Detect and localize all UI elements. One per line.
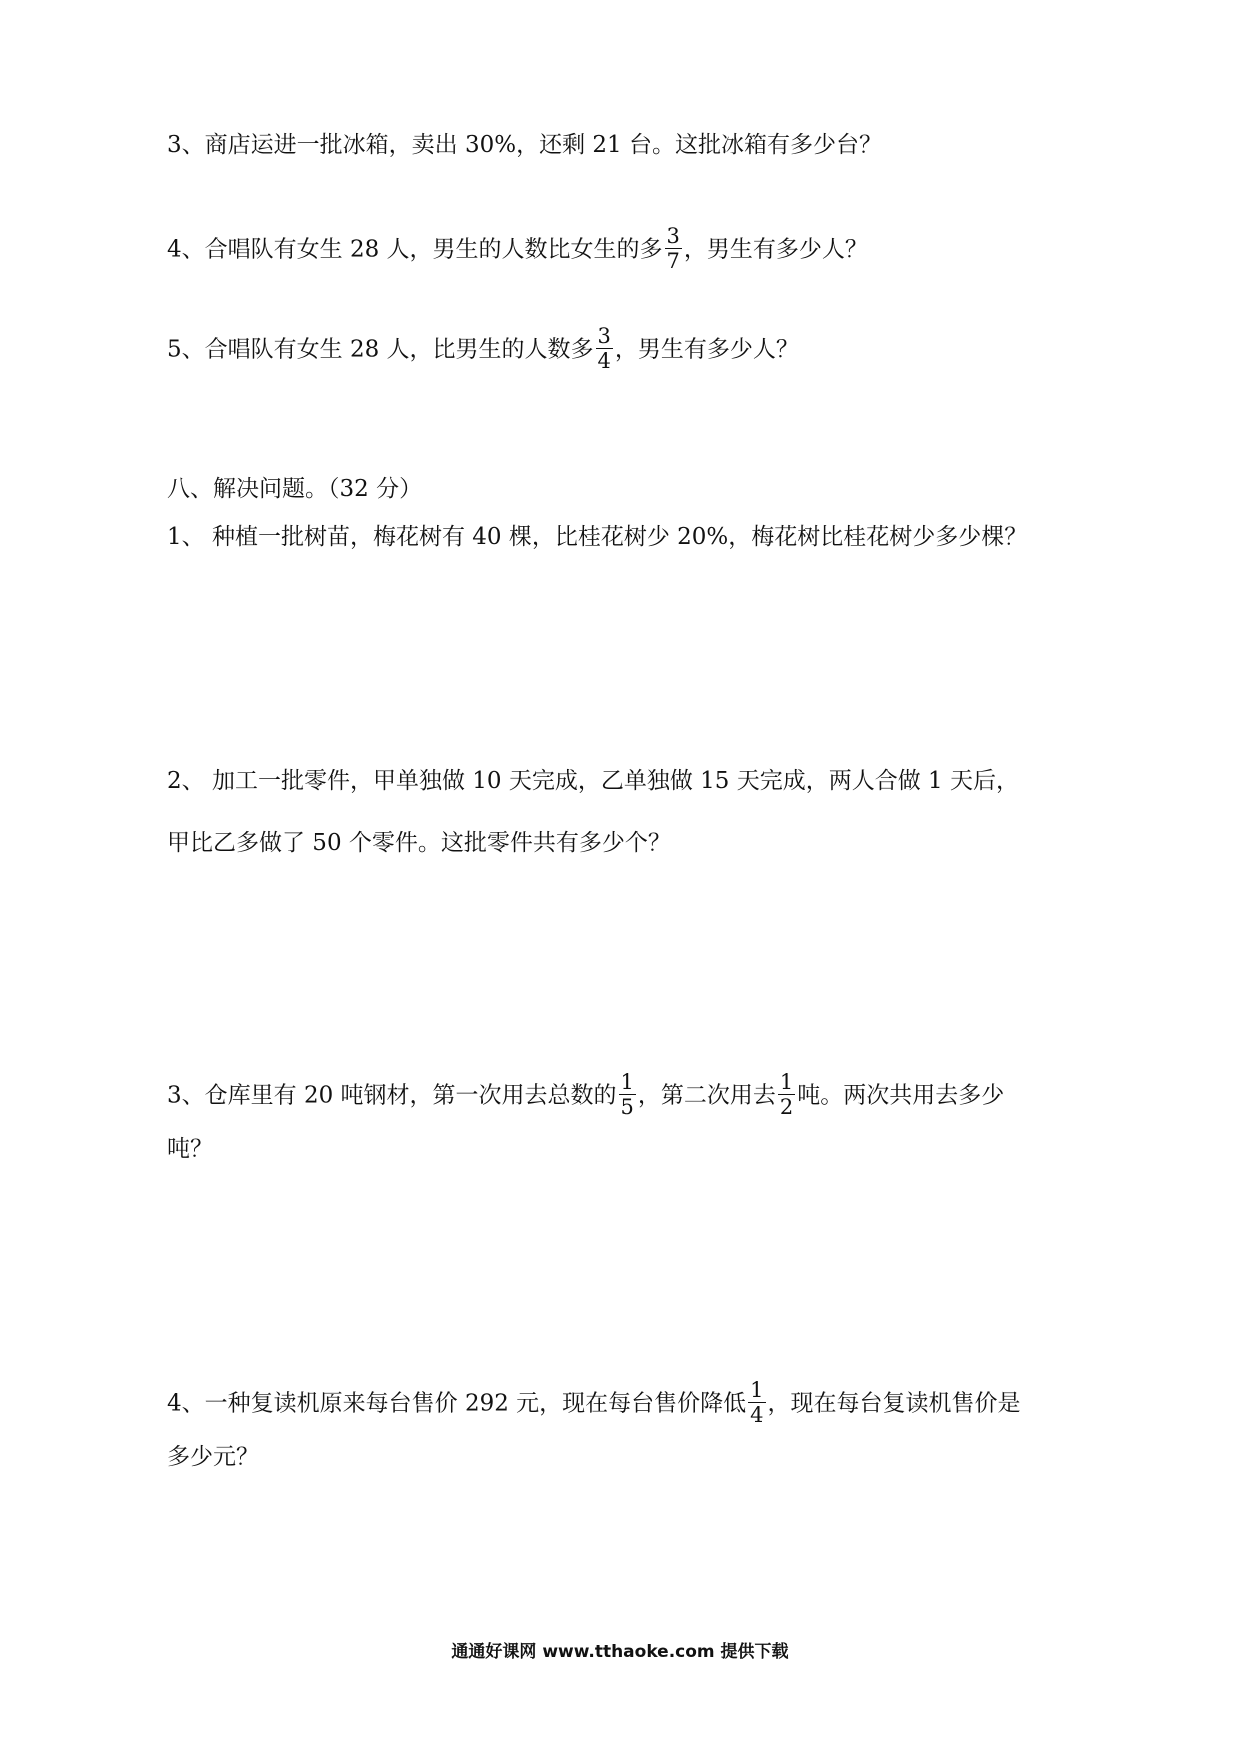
problem-1-trees <box>167 522 1027 552</box>
section-title: 八、解决问题。（32 分） <box>167 476 423 502</box>
question-3-text: 3、商店运进一批冰箱，卖出 30%，还剩 21 台。这批冰箱有多少台？ <box>167 132 882 158</box>
fraction-1-2 <box>778 1070 795 1119</box>
problem-3-steel-line1 <box>167 1072 1004 1121</box>
fraction-1-5 <box>619 1070 636 1119</box>
page-footer <box>0 1637 1240 1662</box>
problem-2-text-line1: 2、 加工一批零件，甲单独做 10 天完成，乙单独做 15 天完成，两人合做 1 天后， <box>167 768 1019 794</box>
problem-4-text-line2: 多少元？ <box>167 1444 259 1470</box>
problem-1-text: 1、 种植一批树苗，梅花树有 40 棵，比桂花树少 20%，梅花树比桂花树少多少棵？ <box>167 524 1028 550</box>
question-5-text-after: ，男生有多少人？ <box>614 336 799 363</box>
question-5-text-before: 5、合唱队有女生 28 人，比男生的人数多 <box>167 336 594 363</box>
problem-4-text-part1: 4、一种复读机原来每台售价 292 元，现在每台售价降低 <box>167 1390 747 1417</box>
fraction-denominator: 4 <box>750 1403 764 1427</box>
problem-2-parts-line1 <box>167 766 1019 796</box>
fraction-numerator: 1 <box>750 1378 764 1402</box>
fraction-3-4 <box>596 324 613 373</box>
fraction-numerator: 3 <box>666 224 680 248</box>
fraction-1-4 <box>748 1378 765 1427</box>
footer-text: 通通好课网 www.tthaoke.com 提供下载 <box>451 1642 789 1662</box>
question-4-text-after: ，男生有多少人？ <box>683 236 868 263</box>
fraction-numerator: 1 <box>779 1070 794 1094</box>
question-4-text-before: 4、合唱队有女生 28 人，男生的人数比女生的多 <box>167 236 663 263</box>
question-5-choir-girls <box>167 326 799 375</box>
problem-2-parts-line2 <box>167 828 671 858</box>
problem-3-steel-line2 <box>167 1134 213 1164</box>
problem-3-text-part3: 吨。两次共用去多少 <box>797 1082 1005 1109</box>
problem-3-text-part2: ，第二次用去 <box>637 1082 776 1109</box>
fraction-numerator: 1 <box>620 1070 634 1094</box>
problem-3-text-part1: 3、仓库里有 20 吨钢材，第一次用去总数的 <box>167 1082 617 1109</box>
fraction-denominator: 5 <box>620 1095 634 1119</box>
problem-2-text-line2: 甲比乙多做了 50 个零件。这批零件共有多少个？ <box>167 830 671 856</box>
fraction-denominator: 4 <box>597 349 611 373</box>
problem-4-recorder-line1 <box>167 1380 1021 1429</box>
fraction-denominator: 2 <box>779 1095 794 1119</box>
fraction-numerator: 3 <box>597 324 611 348</box>
fraction-3-7 <box>665 224 682 273</box>
question-4-choir-boys <box>167 226 868 275</box>
fraction-denominator: 7 <box>666 249 680 273</box>
section-heading <box>167 474 422 504</box>
problem-4-text-part2: ，现在每台复读机售价是 <box>767 1390 1021 1417</box>
problem-3-text-line2: 吨？ <box>167 1136 213 1162</box>
question-3-refrigerators <box>167 130 882 160</box>
problem-4-recorder-line2 <box>167 1442 259 1472</box>
